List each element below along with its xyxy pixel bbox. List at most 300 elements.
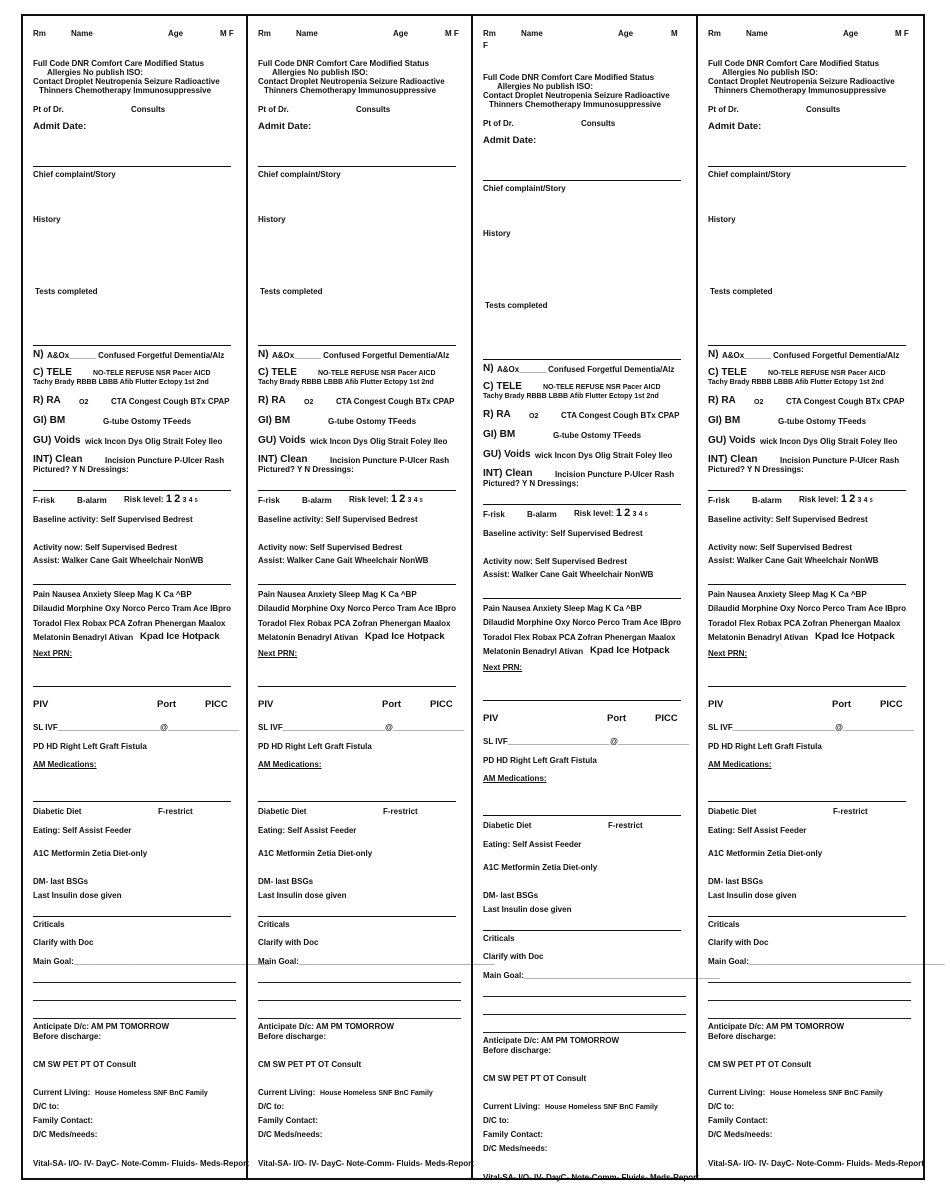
divider: [483, 598, 681, 599]
bed-alarm-label: B-alarm: [527, 510, 557, 519]
prn-meds-line-2: Toradol Flex Robax PCA Zofran Phenergan Maalox: [33, 619, 226, 628]
comfort-measures: Kpad Ice Hotpack: [815, 631, 895, 642]
prn-meds-line-2: Toradol Flex Robax PCA Zofran Phenergan Maalox: [483, 633, 676, 642]
family-contact-label: Family Contact:: [708, 1116, 769, 1125]
integumentary-label: INT) Clean: [483, 468, 533, 479]
blank-line: [258, 1000, 461, 1001]
report-column: [473, 16, 720, 1182]
rhythm-options: Tachy Brady RBBB LBBB Afib Flutter Ectopy 1st 2nd: [33, 379, 209, 386]
next-prn-label: Next PRN:: [483, 663, 523, 672]
risk-level-label: Risk level:: [124, 495, 164, 504]
integumentary-options: Incision Puncture P-Ulcer Rash: [105, 456, 225, 465]
prn-meds-line-1: Dilaudid Morphine Oxy Norco Perco Tram Ace IBpro: [33, 604, 231, 613]
risk-level-5: 5: [869, 498, 873, 504]
last-insulin-label: Last Insulin dose given: [33, 891, 122, 900]
risk-level-field: [574, 508, 648, 520]
a1c-line: A1C Metformin Zetia Diet-only: [483, 863, 598, 872]
neuro-label: N): [708, 349, 719, 360]
chief-complaint-label: Chief complaint/Story: [708, 170, 791, 179]
main-goal-line: Main Goal:____________________________________________: [33, 957, 270, 966]
tele-options: NO-TELE REFUSE NSR Pacer AICD: [768, 370, 886, 377]
rm-label: Rm: [483, 29, 496, 38]
blank-line: [33, 982, 236, 983]
risk-level-field: [799, 494, 873, 506]
divider: [258, 686, 456, 687]
resp-options: CTA Congest Cough BTx CPAP: [561, 411, 680, 420]
risk-level-2: 2: [849, 493, 856, 505]
divider: [708, 584, 906, 585]
blank-line: [483, 996, 686, 997]
risk-level-1: 1: [390, 493, 397, 505]
dialysis-line: PD HD Right Left Graft Fistula: [258, 742, 372, 751]
risk-level-5: 5: [194, 498, 198, 504]
name-label: Name: [71, 29, 93, 38]
history-label: History: [483, 229, 511, 238]
sex-label: M F: [895, 29, 909, 38]
o2-label: O2: [529, 413, 539, 420]
blank-line: [708, 1018, 911, 1019]
family-contact-label: Family Contact:: [258, 1116, 319, 1125]
diabetic-diet-label: Diabetic Diet: [483, 821, 532, 830]
bed-alarm-label: B-alarm: [302, 496, 332, 505]
rm-label: Rm: [33, 29, 46, 38]
picc-label: PICC: [655, 713, 678, 724]
tele-options: NO-TELE REFUSE NSR Pacer AICD: [93, 370, 211, 377]
gu-label: GU) Voids: [708, 435, 756, 446]
fall-risk-label: F-risk: [708, 496, 730, 505]
divider: [483, 504, 681, 505]
admit-date-label: Admit Date:: [258, 121, 312, 132]
history-label: History: [708, 215, 736, 224]
diabetic-diet-label: Diabetic Diet: [258, 807, 307, 816]
cardiac-label: C) TELE: [483, 381, 522, 392]
before-discharge-label: Before discharge:: [483, 1046, 552, 1055]
gu-options: wick Incon Dys Olig Strait Foley Ileo: [85, 437, 223, 446]
chief-complaint-label: Chief complaint/Story: [483, 184, 566, 193]
risk-level-3: 3: [857, 497, 862, 504]
gi-options: G-tube Ostomy TFeeds: [553, 431, 642, 440]
eating-line: Eating: Self Assist Feeder: [258, 826, 357, 835]
current-living-options: House Homeless SNF BnC Family: [770, 1090, 883, 1097]
a1c-line: A1C Metformin Zetia Diet-only: [33, 849, 148, 858]
integumentary-options: Incision Puncture P-Ulcer Rash: [780, 456, 900, 465]
eating-line: Eating: Self Assist Feeder: [483, 840, 582, 849]
bed-alarm-label: B-alarm: [752, 496, 782, 505]
pt-of-dr-label: Pt of Dr.: [483, 119, 514, 128]
thinners-line: Thinners Chemotherapy Immunosuppressive: [264, 86, 437, 95]
dialysis-line: PD HD Right Left Graft Fistula: [33, 742, 147, 751]
isolation-options: Contact Droplet Neutropenia Seizure Radioactive: [483, 91, 670, 100]
anticipate-dc-line: Anticipate D/c: AM PM TOMORROW: [33, 1022, 169, 1031]
integumentary-label: INT) Clean: [258, 454, 308, 465]
gu-options: wick Incon Dys Olig Strait Foley Ileo: [535, 451, 673, 460]
neuro-options: A&Ox______ Confused Forgetful Dementia/Alz: [497, 365, 675, 374]
resp-label: R) RA: [258, 395, 286, 406]
bed-alarm-label: B-alarm: [77, 496, 107, 505]
diabetic-diet-label: Diabetic Diet: [33, 807, 82, 816]
risk-level-5: 5: [419, 498, 423, 504]
thinners-line: Thinners Chemotherapy Immunosuppressive: [489, 100, 662, 109]
pt-of-dr-label: Pt of Dr.: [258, 105, 289, 114]
last-bsgs-label: DM- last BSGs: [258, 877, 314, 886]
piv-label: PIV: [708, 699, 724, 710]
main-goal-line: Main Goal:____________________________________________: [708, 957, 945, 966]
rm-label: Rm: [708, 29, 721, 38]
allergies-line: Allergies No publish ISO:: [497, 82, 594, 91]
rhythm-options: Tachy Brady RBBB LBBB Afib Flutter Ectopy 1st 2nd: [483, 393, 659, 400]
divider: [258, 584, 456, 585]
fluid-restrict-label: F-restrict: [608, 821, 643, 830]
discharge-team-line: CM SW PET PT OT Consult: [708, 1060, 812, 1069]
baseline-activity-line: Baseline activity: Self Supervised Bedrest: [483, 529, 643, 538]
comfort-measures: Kpad Ice Hotpack: [365, 631, 445, 642]
risk-level-4: 4: [863, 497, 868, 504]
activity-now-line: Activity now: Self Supervised Bedrest: [33, 543, 178, 552]
divider: [708, 801, 906, 802]
age-label: Age: [168, 29, 184, 38]
prn-reasons-line: Pain Nausea Anxiety Sleep Mag K Ca ^BP: [708, 590, 867, 599]
resp-label: R) RA: [483, 409, 511, 420]
blank-line: [258, 982, 461, 983]
cardiac-label: C) TELE: [33, 367, 72, 378]
risk-level-label: Risk level:: [799, 495, 839, 504]
assist-devices-line: Assist: Walker Cane Gait Wheelchair NonWB: [483, 570, 654, 579]
gu-options: wick Incon Dys Olig Strait Foley Ileo: [310, 437, 448, 446]
risk-level-1: 1: [615, 507, 622, 519]
family-contact-label: Family Contact:: [483, 1130, 544, 1139]
risk-level-field: [349, 494, 423, 506]
picc-label: PICC: [880, 699, 903, 710]
prn-meds-line-1: Dilaudid Morphine Oxy Norco Perco Tram Ace IBpro: [483, 618, 681, 627]
prn-meds-line-1: Dilaudid Morphine Oxy Norco Perco Tram Ace IBpro: [708, 604, 906, 613]
last-insulin-label: Last Insulin dose given: [483, 905, 572, 914]
code-status-options: Full Code DNR Comfort Care Modified Status: [258, 59, 430, 68]
sex-label: M F: [220, 29, 234, 38]
report-checklist: Vital-SA- I/O- IV- DayC- Note-Comm- Fluids- Meds-Report: [33, 1159, 249, 1168]
integumentary-options: Incision Puncture P-Ulcer Rash: [330, 456, 450, 465]
neuro-options: A&Ox______ Confused Forgetful Dementia/Alz: [722, 351, 900, 360]
sex-label: M F: [445, 29, 459, 38]
resp-options: CTA Congest Cough BTx CPAP: [336, 397, 455, 406]
resp-label: R) RA: [33, 395, 61, 406]
last-bsgs-label: DM- last BSGs: [708, 877, 764, 886]
report-sheet: [21, 14, 945, 1182]
thinners-line: Thinners Chemotherapy Immunosuppressive: [714, 86, 887, 95]
last-insulin-label: Last Insulin dose given: [258, 891, 347, 900]
picc-label: PICC: [430, 699, 453, 710]
blank-line: [33, 1000, 236, 1001]
gu-label: GU) Voids: [258, 435, 306, 446]
neuro-label: N): [483, 363, 494, 374]
divider: [708, 916, 906, 917]
pt-of-dr-label: Pt of Dr.: [33, 105, 64, 114]
a1c-line: A1C Metformin Zetia Diet-only: [258, 849, 373, 858]
age-label: Age: [393, 29, 409, 38]
before-discharge-label: Before discharge:: [33, 1032, 102, 1041]
activity-now-line: Activity now: Self Supervised Bedrest: [708, 543, 853, 552]
blank-line: [33, 1018, 236, 1019]
gu-label: GU) Voids: [33, 435, 81, 446]
prn-reasons-line: Pain Nausea Anxiety Sleep Mag K Ca ^BP: [258, 590, 417, 599]
consults-label: Consults: [131, 105, 166, 114]
criticals-label: Criticals: [33, 920, 65, 929]
risk-level-1: 1: [840, 493, 847, 505]
current-living-options: House Homeless SNF BnC Family: [545, 1104, 658, 1111]
dc-to-label: D/C to:: [33, 1102, 60, 1111]
gi-options: G-tube Ostomy TFeeds: [103, 417, 192, 426]
clarify-with-doc-label: Clarify with Doc: [258, 938, 319, 947]
divider: [708, 166, 906, 167]
activity-now-line: Activity now: Self Supervised Bedrest: [258, 543, 403, 552]
report-checklist: Vital-SA- I/O- IV- DayC- Note-Comm- Fluids- Meds-Report: [258, 1159, 474, 1168]
gi-label: GI) BM: [258, 415, 291, 426]
tele-options: NO-TELE REFUSE NSR Pacer AICD: [318, 370, 436, 377]
before-discharge-label: Before discharge:: [258, 1032, 327, 1041]
assist-devices-line: Assist: Walker Cane Gait Wheelchair NonWB: [33, 556, 204, 565]
neuro-label: N): [33, 349, 44, 360]
port-label: Port: [382, 699, 401, 710]
risk-level-field: [124, 494, 198, 506]
tele-options: NO-TELE REFUSE NSR Pacer AICD: [543, 384, 661, 391]
risk-level-2: 2: [399, 493, 406, 505]
fall-risk-label: F-risk: [258, 496, 280, 505]
resp-options: CTA Congest Cough BTx CPAP: [786, 397, 905, 406]
risk-level-2: 2: [174, 493, 181, 505]
diabetic-diet-label: Diabetic Diet: [708, 807, 757, 816]
risk-level-4: 4: [638, 511, 643, 518]
prn-reasons-line: Pain Nausea Anxiety Sleep Mag K Ca ^BP: [483, 604, 642, 613]
main-goal-line: Main Goal:____________________________________________: [483, 971, 720, 980]
anticipate-dc-line: Anticipate D/c: AM PM TOMORROW: [708, 1022, 844, 1031]
rhythm-options: Tachy Brady RBBB LBBB Afib Flutter Ectopy 1st 2nd: [708, 379, 884, 386]
sex-m-label: M: [671, 29, 678, 38]
gi-options: G-tube Ostomy TFeeds: [778, 417, 867, 426]
risk-level-3: 3: [632, 511, 637, 518]
report-checklist: Vital-SA- I/O- IV- DayC- Note-Comm- Fluids- Meds-Report: [483, 1173, 699, 1182]
rhythm-options: Tachy Brady RBBB LBBB Afib Flutter Ectopy 1st 2nd: [258, 379, 434, 386]
dc-to-label: D/C to:: [258, 1102, 285, 1111]
clarify-with-doc-label: Clarify with Doc: [33, 938, 94, 947]
neuro-label: N): [258, 349, 269, 360]
eating-line: Eating: Self Assist Feeder: [708, 826, 807, 835]
risk-level-3: 3: [182, 497, 187, 504]
neuro-options: A&Ox______ Confused Forgetful Dementia/Alz: [272, 351, 450, 360]
o2-label: O2: [754, 399, 764, 406]
discharge-team-line: CM SW PET PT OT Consult: [258, 1060, 362, 1069]
neuro-options: A&Ox______ Confused Forgetful Dementia/Alz: [47, 351, 225, 360]
clarify-with-doc-label: Clarify with Doc: [708, 938, 769, 947]
code-status-options: Full Code DNR Comfort Care Modified Status: [33, 59, 205, 68]
name-label: Name: [746, 29, 768, 38]
tests-completed-label: Tests completed: [35, 287, 98, 296]
pictured-dressings-line: Pictured? Y N Dressings:: [33, 465, 129, 474]
risk-level-4: 4: [413, 497, 418, 504]
family-contact-label: Family Contact:: [33, 1116, 94, 1125]
divider: [258, 166, 456, 167]
divider: [708, 345, 906, 346]
assist-devices-line: Assist: Walker Cane Gait Wheelchair NonWB: [708, 556, 879, 565]
criticals-label: Criticals: [483, 934, 515, 943]
prn-meds-line-3: Melatonin Benadryl Ativan: [258, 633, 359, 642]
discharge-team-line: CM SW PET PT OT Consult: [33, 1060, 137, 1069]
code-status-options: Full Code DNR Comfort Care Modified Status: [708, 59, 880, 68]
consults-label: Consults: [356, 105, 391, 114]
activity-now-line: Activity now: Self Supervised Bedrest: [483, 557, 628, 566]
dc-meds-needs-label: D/C Meds/needs:: [258, 1130, 323, 1139]
divider: [708, 686, 906, 687]
divider: [33, 584, 231, 585]
divider: [708, 490, 906, 491]
anticipate-dc-line: Anticipate D/c: AM PM TOMORROW: [258, 1022, 394, 1031]
picc-label: PICC: [205, 699, 228, 710]
isolation-options: Contact Droplet Neutropenia Seizure Radioactive: [33, 77, 220, 86]
admit-date-label: Admit Date:: [708, 121, 762, 132]
divider: [483, 700, 681, 701]
prn-meds-line-2: Toradol Flex Robax PCA Zofran Phenergan Maalox: [708, 619, 901, 628]
tests-completed-label: Tests completed: [485, 301, 548, 310]
current-living-options: House Homeless SNF BnC Family: [95, 1090, 208, 1097]
last-bsgs-label: DM- last BSGs: [33, 877, 89, 886]
divider: [483, 180, 681, 181]
dc-meds-needs-label: D/C Meds/needs:: [33, 1130, 98, 1139]
comfort-measures: Kpad Ice Hotpack: [590, 645, 670, 656]
gi-options: G-tube Ostomy TFeeds: [328, 417, 417, 426]
risk-level-4: 4: [188, 497, 193, 504]
gu-label: GU) Voids: [483, 449, 531, 460]
rm-label: Rm: [258, 29, 271, 38]
last-insulin-label: Last Insulin dose given: [708, 891, 797, 900]
port-label: Port: [157, 699, 176, 710]
divider: [33, 166, 231, 167]
allergies-line: Allergies No publish ISO:: [47, 68, 144, 77]
risk-level-label: Risk level:: [574, 509, 614, 518]
divider: [33, 801, 231, 802]
gi-label: GI) BM: [33, 415, 66, 426]
prn-reasons-line: Pain Nausea Anxiety Sleep Mag K Ca ^BP: [33, 590, 192, 599]
before-discharge-label: Before discharge:: [708, 1032, 777, 1041]
history-label: History: [258, 215, 286, 224]
prn-meds-line-3: Melatonin Benadryl Ativan: [708, 633, 809, 642]
dialysis-line: PD HD Right Left Graft Fistula: [483, 756, 597, 765]
main-goal-line: Main Goal:____________________________________________: [258, 957, 495, 966]
last-bsgs-label: DM- last BSGs: [483, 891, 539, 900]
divider: [33, 490, 231, 491]
risk-level-label: Risk level:: [349, 495, 389, 504]
assist-devices-line: Assist: Walker Cane Gait Wheelchair NonWB: [258, 556, 429, 565]
sl-ivf-line: SL IVF_______________________@________________: [33, 723, 240, 732]
baseline-activity-line: Baseline activity: Self Supervised Bedrest: [708, 515, 868, 524]
o2-label: O2: [304, 399, 314, 406]
cardiac-label: C) TELE: [708, 367, 747, 378]
divider: [483, 930, 681, 931]
piv-label: PIV: [483, 713, 499, 724]
divider: [258, 345, 456, 346]
isolation-options: Contact Droplet Neutropenia Seizure Radioactive: [258, 77, 445, 86]
a1c-line: A1C Metformin Zetia Diet-only: [708, 849, 823, 858]
code-status-options: Full Code DNR Comfort Care Modified Status: [483, 73, 655, 82]
admit-date-label: Admit Date:: [483, 135, 537, 146]
name-label: Name: [521, 29, 543, 38]
blank-line: [483, 1014, 686, 1015]
dialysis-line: PD HD Right Left Graft Fistula: [708, 742, 822, 751]
sex-f-label: F: [483, 41, 488, 50]
criticals-label: Criticals: [258, 920, 290, 929]
age-label: Age: [618, 29, 634, 38]
prn-meds-line-1: Dilaudid Morphine Oxy Norco Perco Tram Ace IBpro: [258, 604, 456, 613]
admit-date-label: Admit Date:: [33, 121, 87, 132]
allergies-line: Allergies No publish ISO:: [272, 68, 369, 77]
divider: [483, 815, 681, 816]
fluid-restrict-label: F-restrict: [383, 807, 418, 816]
report-column: [248, 16, 495, 1178]
eating-line: Eating: Self Assist Feeder: [33, 826, 132, 835]
criticals-label: Criticals: [708, 920, 740, 929]
next-prn-label: Next PRN:: [258, 649, 298, 658]
resp-options: CTA Congest Cough BTx CPAP: [111, 397, 230, 406]
pictured-dressings-line: Pictured? Y N Dressings:: [258, 465, 354, 474]
report-column: [698, 16, 945, 1178]
risk-level-5: 5: [644, 512, 648, 518]
allergies-line: Allergies No publish ISO:: [722, 68, 819, 77]
pictured-dressings-line: Pictured? Y N Dressings:: [708, 465, 804, 474]
fall-risk-label: F-risk: [33, 496, 55, 505]
thinners-line: Thinners Chemotherapy Immunosuppressive: [39, 86, 212, 95]
piv-label: PIV: [33, 699, 49, 710]
integumentary-options: Incision Puncture P-Ulcer Rash: [555, 470, 675, 479]
consults-label: Consults: [581, 119, 616, 128]
sl-ivf-line: SL IVF_______________________@________________: [708, 723, 915, 732]
prn-meds-line-2: Toradol Flex Robax PCA Zofran Phenergan Maalox: [258, 619, 451, 628]
dc-to-label: D/C to:: [708, 1102, 735, 1111]
divider: [33, 686, 231, 687]
baseline-activity-line: Baseline activity: Self Supervised Bedrest: [258, 515, 418, 524]
risk-level-1: 1: [165, 493, 172, 505]
gi-label: GI) BM: [708, 415, 741, 426]
discharge-team-line: CM SW PET PT OT Consult: [483, 1074, 587, 1083]
o2-label: O2: [79, 399, 89, 406]
name-label: Name: [296, 29, 318, 38]
integumentary-label: INT) Clean: [33, 454, 83, 465]
resp-label: R) RA: [708, 395, 736, 406]
report-checklist: Vital-SA- I/O- IV- DayC- Note-Comm- Fluids- Meds-Report: [708, 1159, 924, 1168]
clarify-with-doc-label: Clarify with Doc: [483, 952, 544, 961]
current-living-label: Current Living:: [483, 1102, 541, 1111]
prn-meds-line-3: Melatonin Benadryl Ativan: [33, 633, 134, 642]
cardiac-label: C) TELE: [258, 367, 297, 378]
tests-completed-label: Tests completed: [710, 287, 773, 296]
next-prn-label: Next PRN:: [708, 649, 748, 658]
am-medications-label: AM Medications:: [33, 760, 97, 769]
sl-ivf-line: SL IVF_______________________@________________: [258, 723, 465, 732]
pictured-dressings-line: Pictured? Y N Dressings:: [483, 479, 579, 488]
consults-label: Consults: [806, 105, 841, 114]
fluid-restrict-label: F-restrict: [833, 807, 868, 816]
isolation-options: Contact Droplet Neutropenia Seizure Radioactive: [708, 77, 895, 86]
port-label: Port: [607, 713, 626, 724]
report-column: [23, 16, 270, 1178]
sl-ivf-line: SL IVF_______________________@________________: [483, 737, 690, 746]
risk-level-3: 3: [407, 497, 412, 504]
comfort-measures: Kpad Ice Hotpack: [140, 631, 220, 642]
am-medications-label: AM Medications:: [708, 760, 772, 769]
chief-complaint-label: Chief complaint/Story: [258, 170, 341, 179]
history-label: History: [33, 215, 61, 224]
current-living-options: House Homeless SNF BnC Family: [320, 1090, 433, 1097]
risk-level-2: 2: [624, 507, 631, 519]
blank-line: [258, 1018, 461, 1019]
blank-line: [708, 1000, 911, 1001]
fall-risk-label: F-risk: [483, 510, 505, 519]
